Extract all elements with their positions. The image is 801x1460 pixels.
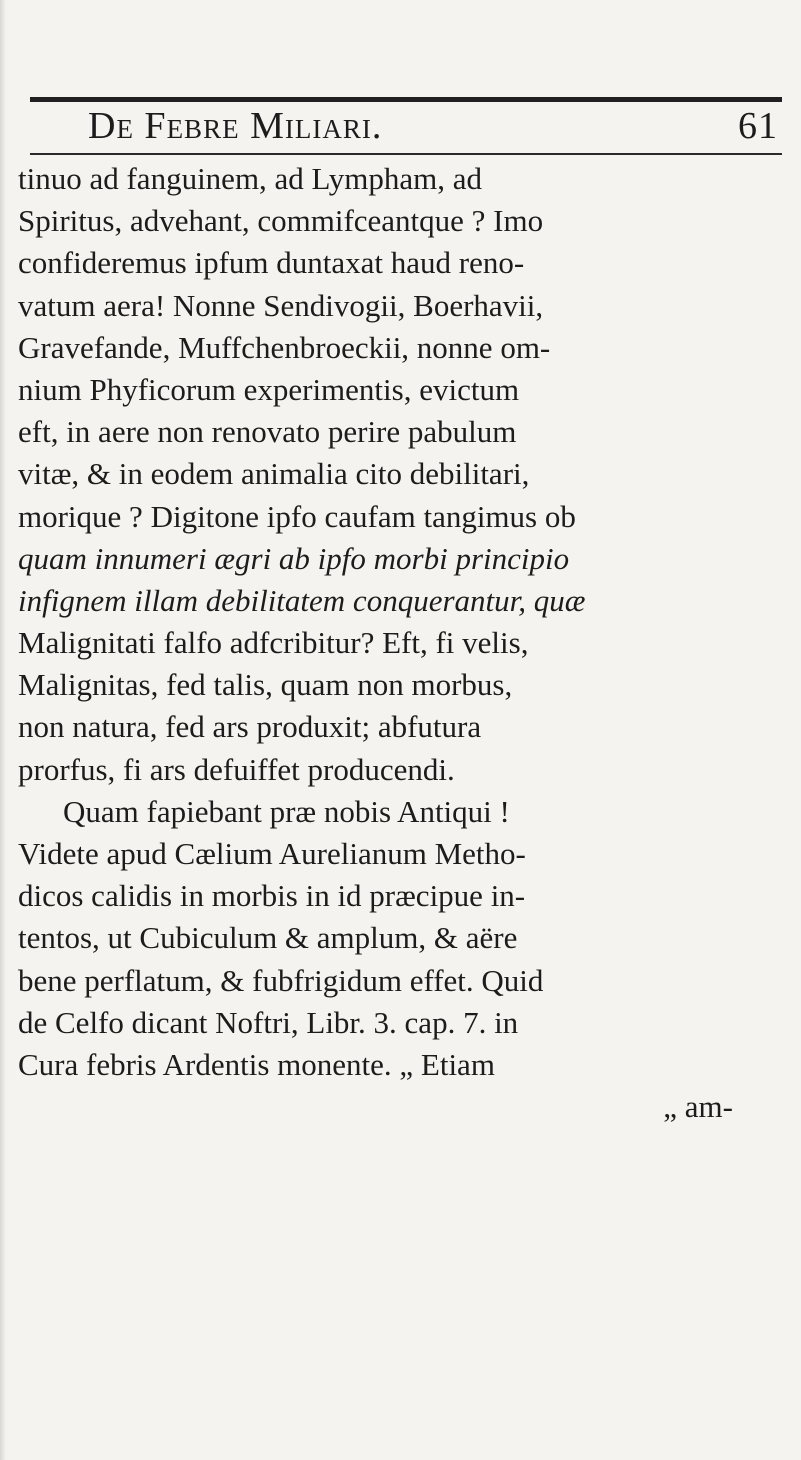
text-line-5: Gravefande, Muffchenbroeckii, nonne om- <box>18 329 551 365</box>
text-line-12: Malignitati falfo adfcribitur? Eft, fi velis, <box>18 625 529 661</box>
running-title: De Febre Miliari. <box>88 105 383 147</box>
text-line-9: morique ? Digitone ipfo caufam tangimus ob <box>18 498 576 534</box>
text-line-4: vatum aera! Nonne Sendivogii, Boerhavii, <box>18 287 544 323</box>
text-line-18: dicos calidis in morbis in id præcipue in- <box>18 878 526 914</box>
text-line-7: eft, in aere non renovato perire pabulum <box>18 414 517 450</box>
text-line-19: tentos, ut Cubiculum & amplum, & aëre <box>18 920 518 956</box>
text-line-13: Malignitas, fed talis, quam non morbus, <box>18 667 513 703</box>
text-line-17: Videte apud Cælium Aurelianum Metho- <box>18 836 526 871</box>
text-line-3: confideremus ipfum duntaxat haud reno- <box>18 245 525 281</box>
text-line-22: Cura febris Ardentis monente. „ Etiam <box>18 1046 495 1082</box>
text-line-16: Quam fapiebant præ nobis Antiqui ! <box>63 793 510 829</box>
text-line-20: bene perflatum, & fubfrigidum effet. Quid <box>18 962 544 998</box>
text-line-21: de Celfo dicant Noftri, Libr. 3. cap. 7. in <box>18 1004 519 1040</box>
text-line-6: nium Phyficorum experimentis, evictum <box>18 371 520 407</box>
text-line-11: infignem illam debilitatem conquerantur, quæ <box>18 582 586 618</box>
text-line-2: Spiritus, advehant, commifceantque ? Imo <box>18 203 544 239</box>
body-text <box>18 158 793 1128</box>
header-bottom-rule <box>30 153 782 155</box>
page-number: 61 <box>738 105 778 147</box>
header-top-rule <box>30 97 782 102</box>
text-line-8: vitæ, & in eodem animalia cito debilitari, <box>18 456 530 492</box>
running-header <box>88 104 788 154</box>
catchword: „ am- <box>663 1089 733 1125</box>
text-line-10: quam innumeri ægri ab ipfo morbi principio <box>18 540 570 576</box>
text-line-15: prorfus, fi ars defuiffet producendi. <box>18 751 455 787</box>
text-line-14: non natura, fed ars produxit; abfutura <box>18 709 482 745</box>
page-edge-shadow <box>0 0 6 1460</box>
text-line-1: tinuo ad fanguinem, ad Lympham, ad <box>18 161 483 196</box>
